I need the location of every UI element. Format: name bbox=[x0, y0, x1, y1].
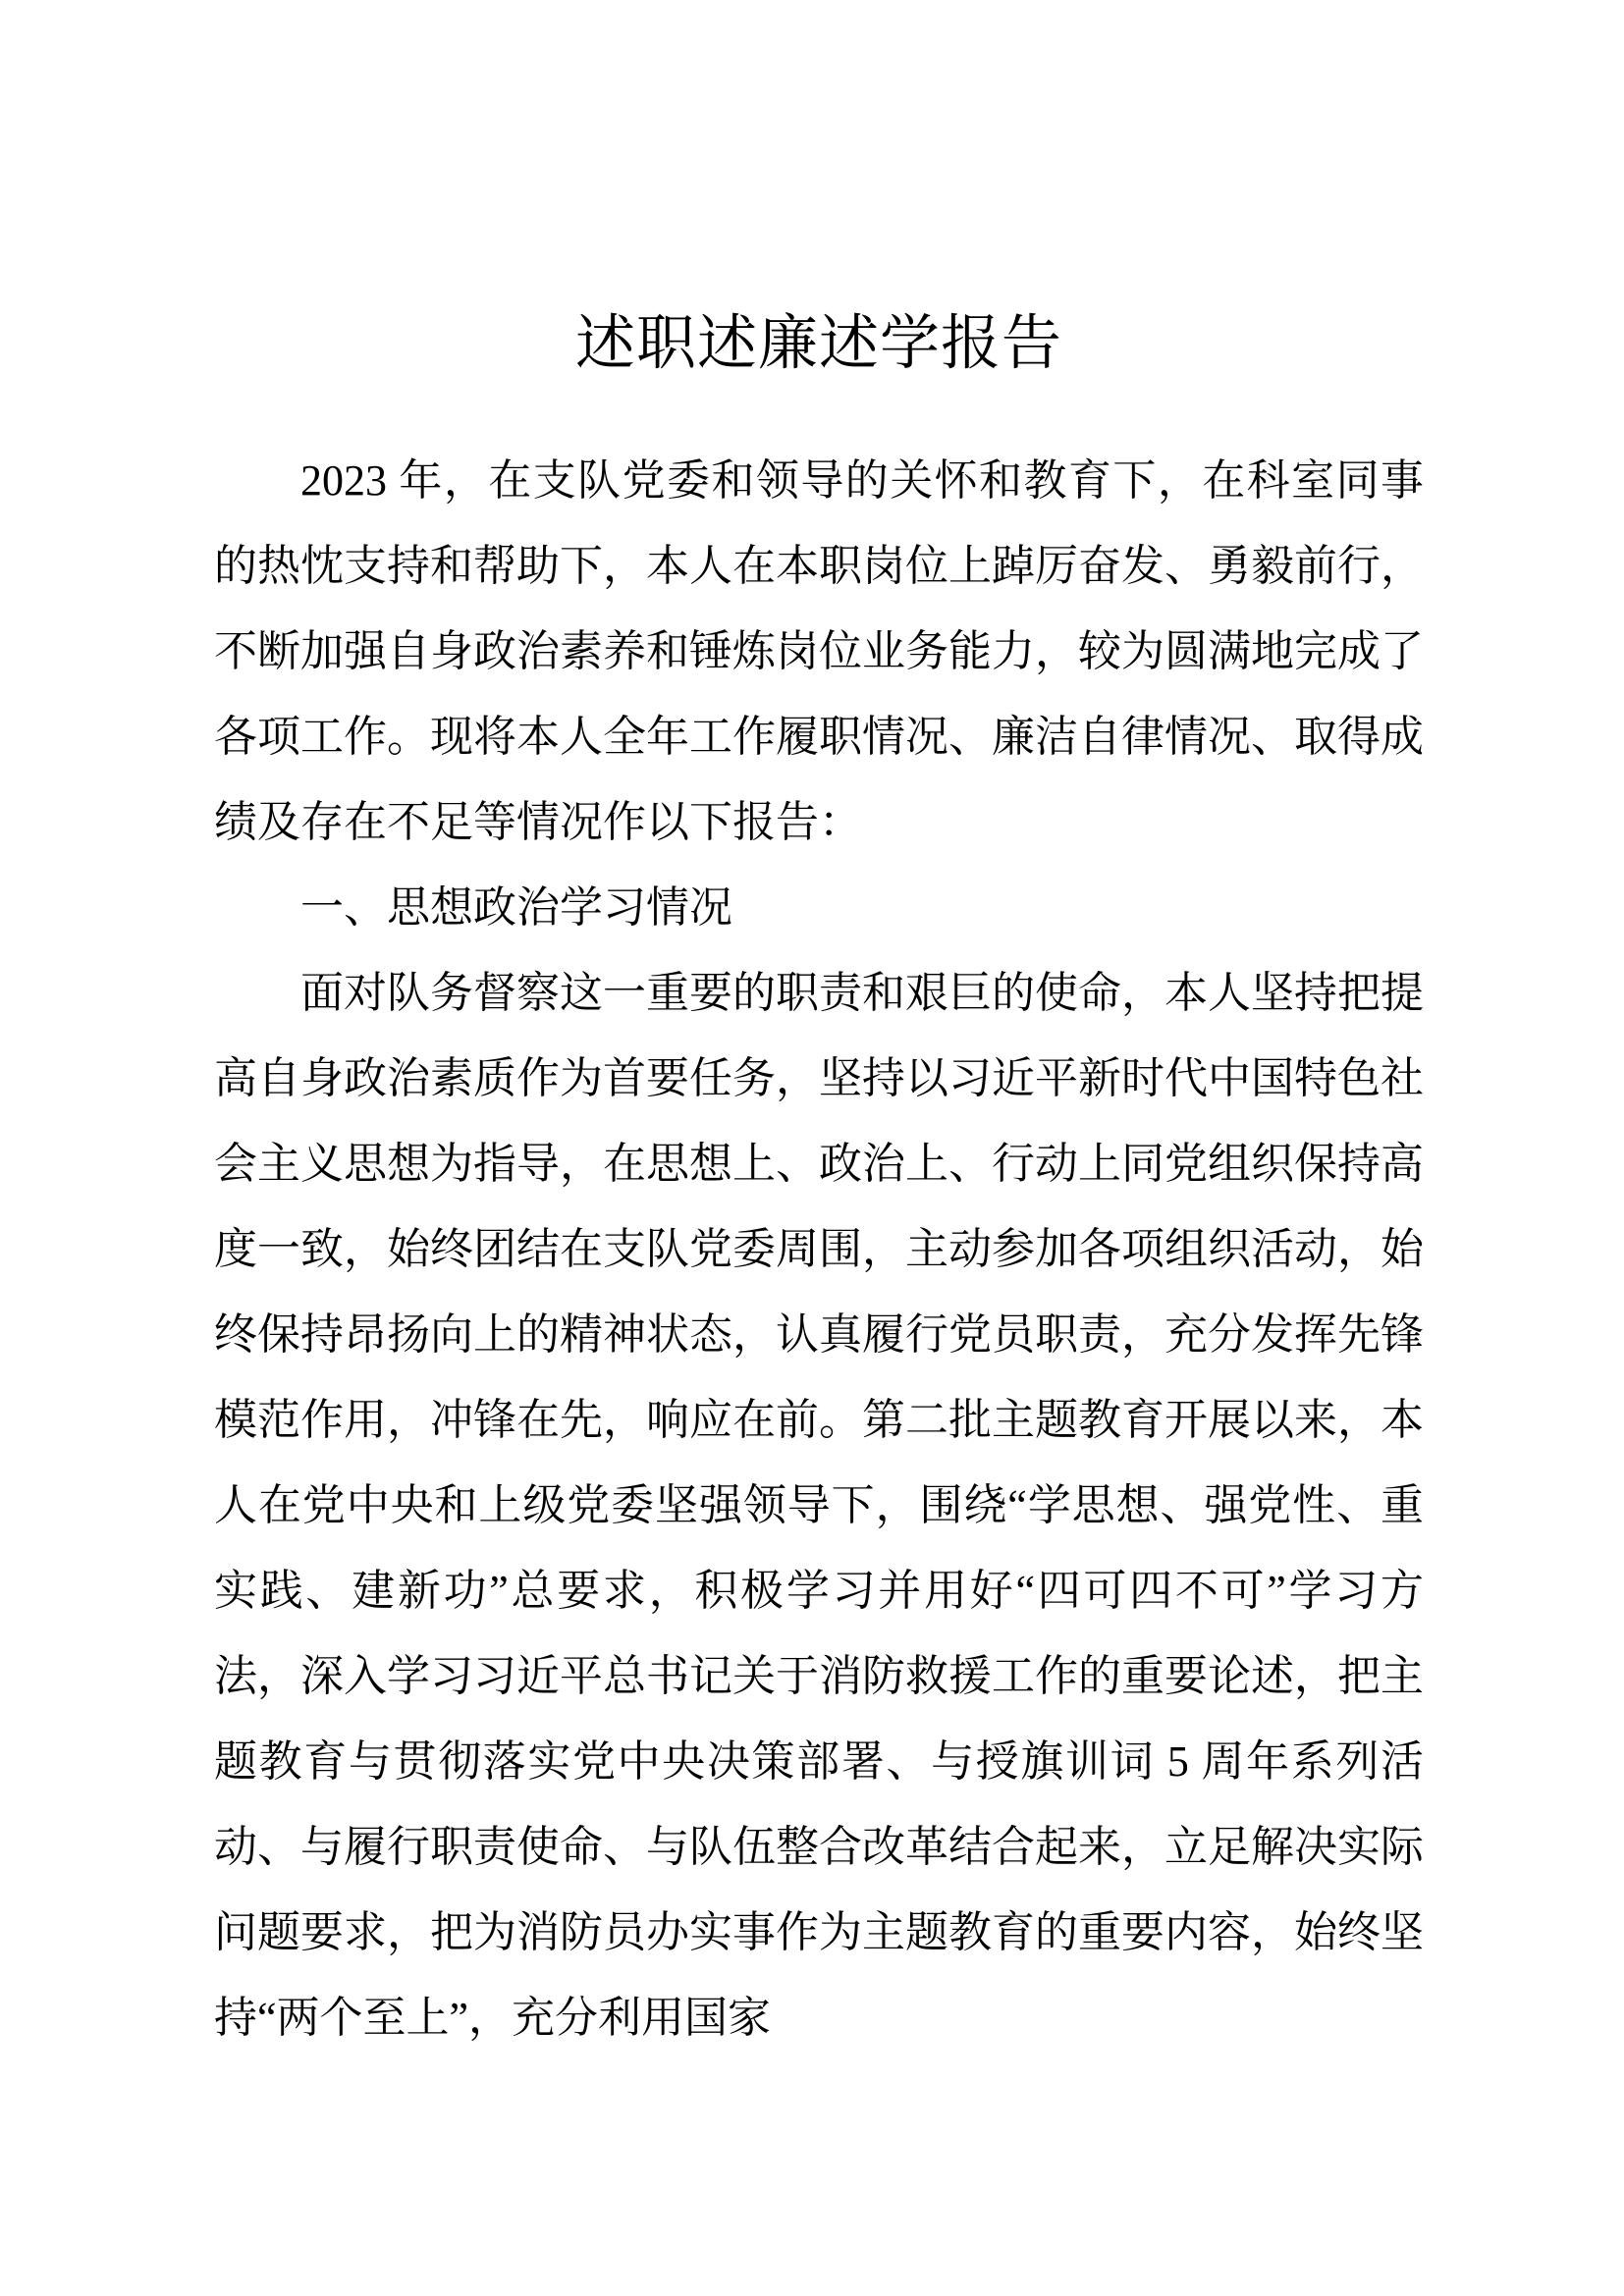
section-1-heading: 一、思想政治学习情况 bbox=[300, 883, 732, 932]
intro-paragraph: 2023 年，在支队党委和领导的关怀和教育下，在科室同事的热忱支持和帮助下，本人在本职岗位上踔厉奋发、勇毅前行，不断加强自身政治素养和锤炼岗位业务能力，较为圆满地完成了各项工作。现将本人全年工作履职情况、廉洁自律情况、取得成绩及存在不足等情况作以下报告： bbox=[214, 456, 1424, 846]
document-title: 述职述廉述学报告 bbox=[574, 311, 1062, 377]
section-1-paragraph: 面对队务督察这一重要的职责和艰巨的使命，本人坚持把提高自身政治素质作为首要任务，坚持以习近平新时代中国特色社会主义思想为指导，在思想上、政治上、行动上同党组织保持高度一致，始终团结在支队党委周围，主动参加各项组织活动，始终保持昂扬向上的精神状态，认真履行党员职责，充分发挥先锋模范作用，冲锋在先，响应在前。第二批主题教育开展以来，本人在党中央和上级党委坚强领导下，围绕“学思想、强党性、重实践、建新功”总要求，积极学习并用好“四可四不可”学习方法，深入学习习近平总书记关于消防救援工作的重要论述，把主题教育与贯彻落实党中央决策部署、与授旗训词 5 周年系列活动、与履行职责使命、与队伍整合改革结合起来，立足解决实际问题要求，把为消防员办实事作为主题教育的重要内容，始终坚持“两个至上”，充分利用国家 bbox=[214, 969, 1424, 2042]
